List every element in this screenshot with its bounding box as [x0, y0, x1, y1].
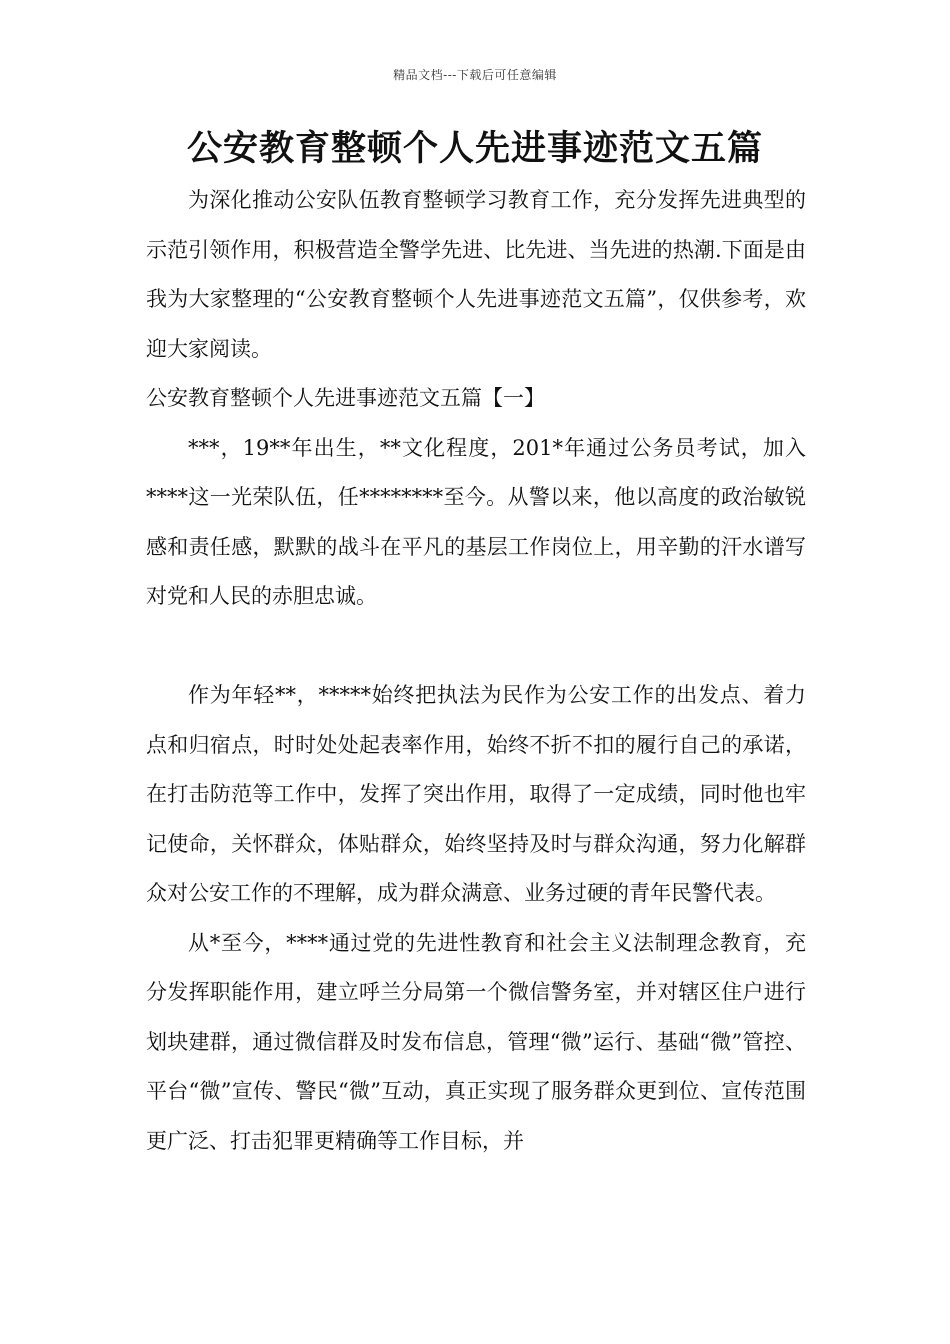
- document-body: [146, 176, 806, 1166]
- body-paragraph-3: 从*至今，****通过党的先进性教育和社会主义法制理念教育，充分发挥职能作用，建立呼兰分局第一个微信警务室，并对辖区住户进行划块建群，通过微信群及时发布信息，管理“微”运行、基础“微”管控、平台“微”宣传、警民“微”互动，真正实现了服务群众更到位、宣传范围更广泛、打击犯罪更精确等工作目标，并: [146, 930, 806, 1153]
- paragraph-spacer: [146, 622, 806, 672]
- body-paragraph-1: ***，19**年出生，**文化程度，201*年通过公务员考试，加入****这一光荣队伍，任********至今。从警以来，他以高度的政治敏锐感和责任感，默默的战斗在平凡的基层工作岗位上，用辛勤的汗水谱写对党和人民的赤胆忠诚。: [146, 435, 806, 608]
- body-paragraph-2: 作为年轻**，*****始终把执法为民作为公安工作的出发点、着力点和归宿点，时时处处起表率作用，始终不折不扣的履行自己的承诺，在打击防范等工作中，发挥了突出作用，取得了一定成绩，同时他也牢记使命，关怀群众，体贴群众，始终坚持及时与群众沟通，努力化解群众对公安工作的不理解，成为群众满意、业务过硬的青年民警代表。: [146, 683, 806, 905]
- header-note: 精品文档---下载后可任意编辑: [393, 68, 557, 82]
- section-heading: 公安教育整顿个人先进事迹范文五篇【一】: [146, 386, 545, 410]
- intro-paragraph: 为深化推动公安队伍教育整顿学习教育工作，充分发挥先进典型的示范引领作用，积极营造全警学先进、比先进、当先进的热潮.下面是由我为大家整理的“公安教育整顿个人先进事迹范文五篇”，仅供参考，欢迎大家阅读。: [146, 188, 806, 361]
- document-title: 公安教育整顿个人先进事迹范文五篇: [186, 129, 763, 169]
